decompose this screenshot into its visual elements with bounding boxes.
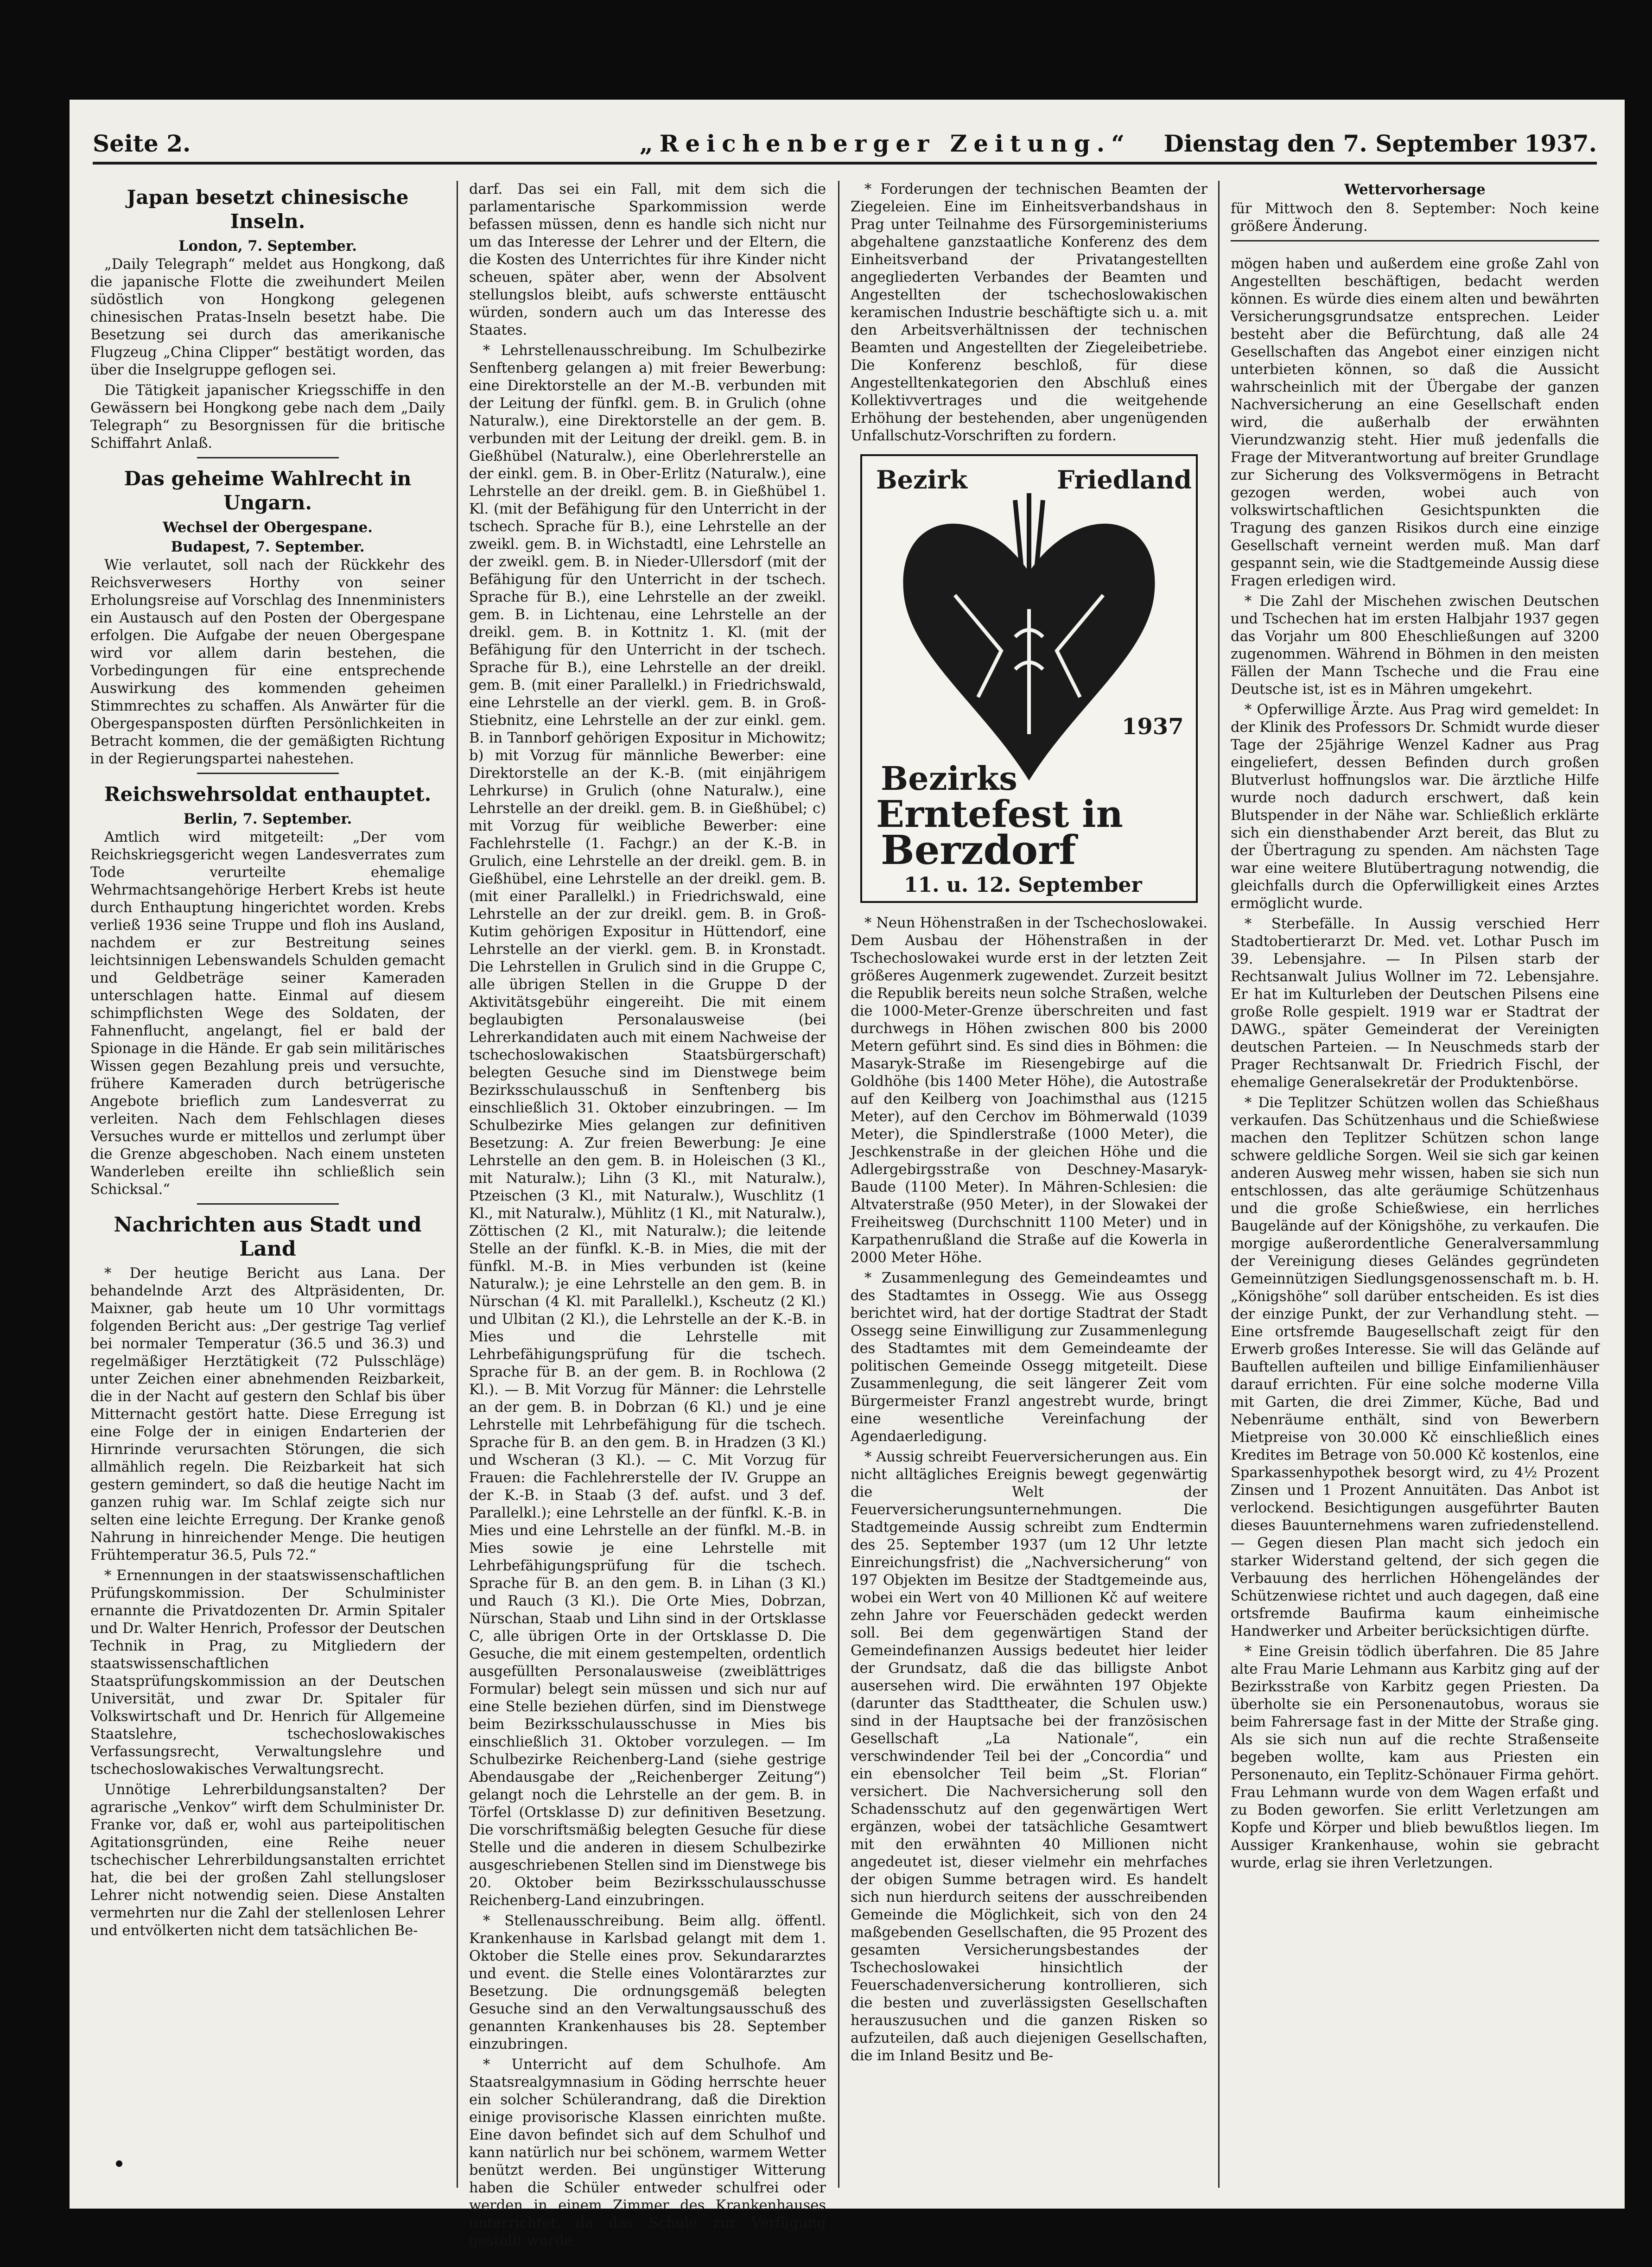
column-3 xyxy=(851,181,1207,2188)
dateline: Berlin, 7. September. xyxy=(183,811,352,827)
newspaper-page xyxy=(70,100,1625,2249)
page-number: Seite 2. xyxy=(93,130,191,157)
weather-forecast: für Mittwoch den 8. September: Noch keine größere Änderung. xyxy=(1231,200,1599,241)
issue-date: Dienstag den 7. September 1937. xyxy=(1163,130,1597,157)
article-paragraph: darf. Das sei ein Fall, mit dem sich die parlamentarische Sparkommission werde befassen müssen, denn es handle sich nicht nur um das Interesse der Lehrer und der Eltern, die die Kosten des Unterrichtes für ihre Kinder nicht scheuen, später aber, wenn der Absolvent stellungslos bleibt, aufs schwerste enttäuscht würden, sondern auch um das Interesse des Staates. xyxy=(469,181,826,338)
erntefest-poster xyxy=(860,454,1198,903)
section-heading-local-news: Nachrichten aus Stadt und Land xyxy=(114,1213,422,1261)
headline-reichswehrsoldat: Reichswehrsoldat enthauptet. xyxy=(104,783,432,806)
header-rule xyxy=(93,162,1597,165)
headline-japan: Japan besetzt chinesische Inseln. xyxy=(127,186,409,233)
poster-line-1: Bezirks xyxy=(881,759,1017,798)
article-paragraph: * Eine Greisin tödlich überfahren. Die 85 Jahre alte Frau Marie Lehmann aus Karbitz ging auf der Bezirksstraße von Karbitz gegen Priesten. Da überholte sie ein Personenautobus, woraus sie beim Fahrersage fast in der Mitte der Straße ging. Als sie sich nun auf die rechte Straßenseite begeben wollte, kam aus Priesten ein Personenauto, ein Teplitz-Schönauer Firma gehört. Frau Lehmann wurde von dem Wagen erfaßt und zu Boden geworfen. Sie erlitt Verletzungen am Kopfe und Körper und blieb bewußtlos liegen. Im Aussiger Krankenhause, wohin sie gebracht wurde, erlag sie ihren Verletzungen. xyxy=(1231,1644,1599,1871)
article-paragraph: * Neun Höhenstraßen in der Tschechoslowakei. Dem Ausbau der Höhenstraßen in der Tschechoslowakei wurde erst in der letzten Zeit größeres Augenmerk zugewendet. Zurzeit besitzt die Republik bereits neun solche Straßen, welche die 1000-Meter-Grenze überschreiten und fast durchwegs in Höhen zwischen 800 bis 2000 Metern geführt sind. Es sind dies in Böhmen: die Masaryk-Straße im Riesengebirge auf die Goldhöhe (bis 1400 Meter Höhe), die Autostraße auf den Keilberg von Joachimsthal aus (1215 Meter), auf den Cerchov im Böhmerwald (1039 Meter), die Spindlerstraße (1000 Meter), die Jeschkenstraße in der gleichen Höhe und die Adlergebirgsstraße von Deschney-Masaryk-Baude (1100 Meter). In Mähren-Schlesien: die Altvaterstraße (950 Meter), in der Slowakei der Freiheitsweg (Durchschnitt 1100 Meter) und in Karpathenrußland die Straße auf die Kowerla in 2000 Meter Höhe. xyxy=(851,915,1207,1266)
article-paragraph: * Der heutige Bericht aus Lana. Der behandelnde Arzt des Altpräsidenten, Dr. Maixner, gab heute um 10 Uhr vormittags folgenden Bericht aus: „Der gestrige Tag verlief bei normaler Temperatur (36.5 und 36.3) und regelmäßiger Herztätigkeit (72 Pulsschläge) unter Zeichen einer abnehmenden Reizbarkeit, die in der Nacht auf gestern den Schlaf bis über Mitternacht gestört hatte. Diese Erregung ist eine Folge der in einigen Endarterien der Hirnrinde verursachten Störungen, die sich allmählich regeln. Die Reizbarkeit hat sich gestern gemindert, so daß die heutige Nacht im ganzen ruhig war. Im Schlaf zeigte sich nur selten eine leichte Erregung. Der Kranke genoß Nahrung in hinreichender Menge. Die heutigen Frühtemperatur 36.5, Puls 72.“ xyxy=(90,1265,445,1563)
column-4 xyxy=(1231,181,1599,2188)
weather-heading: Wettervorhersage xyxy=(1344,181,1486,198)
poster-line-3: Berzdorf xyxy=(881,827,1076,874)
column-divider xyxy=(838,181,839,2188)
article-paragraph: Wie verlautet, soll nach der Rückkehr des Reichsverwesers Horthy von seiner Erholungsreise auf Vorschlag des Innenministers ein Austausch auf den Posten der Obergespane erfolgen. Die Aufgabe der neuen Obergespane wird vor allem darin bestehen, die Vorbedingungen für eine entsprechende Auswirkung des kommenden geheimen Stimmrechtes zu schaffen. Als Anwärter für die Obergespansposten dürften Persönlichkeiten in Betracht kommen, die der gemäßigten Richtung in der Regierungspartei nahestehen. xyxy=(90,557,445,767)
article-paragraph: „Daily Telegraph“ meldet aus Hongkong, daß die japanische Flotte die zweihundert Meilen südöstlich von Hongkong gelegenen chinesischen Pratas-Inseln besetzt habe. Die Besetzung sei durch das amerikanische Flugzeug „China Clipper“ bestätigt worden, das über die Inselgruppe geflogen sei. xyxy=(90,256,445,378)
article-paragraph: Unnötige Lehrerbildungsanstalten? Der agrarische „Venkov“ wirft dem Schulminister Dr. Franke vor, daß er, wohl aus parteipolitischen Agitationsgründen, eine Reihe neuer tschechischer Lehrerbildungsanstalten errichtet hat, die bei der großen Zahl stellungsloser Lehrer nicht notwendig seien. Diese Anstalten vermehrten nur die Zahl der stellenlosen Lehrer und entvölkerten nicht dem tatsächlichen Be- xyxy=(90,1782,445,1939)
article-paragraph: * Unterricht auf dem Schulhofe. Am Staatsrealgymnasium in Göding herrschte heuer ein solcher Schülerandrang, daß die Direktion einige provisorische Klassen einrichten mußte. Eine davon befindet sich auf dem Schulhof und kann natürlich nur bei schönem, warmem Wetter benützt werden. Bei ungünstiger Witterung haben die Schüler entweder schulfrei oder werden in einem Zimmer des Krankenhauses unterrichtet, da das Schule zur Verfügung gestellt wurde. xyxy=(469,2057,826,2249)
article-paragraph: * Die Zahl der Mischehen zwischen Deutschen und Tschechen hat im ersten Halbjahr 1937 gegen das Vorjahr um 800 Eheschließungen auf 3200 zugenommen. Während in Böhmen in den meisten Fällen der Mann Tscheche und die Frau eine Deutsche ist, ist es in Mähren umgekehrt. xyxy=(1231,593,1599,698)
print-mark xyxy=(116,2160,122,2167)
page-header xyxy=(93,121,1597,165)
poster-bezirk: Bezirk xyxy=(876,465,968,495)
column-1 xyxy=(90,181,445,2188)
article-paragraph: * Forderungen der technischen Beamten der Ziegeleien. Eine im Einheitsverbandshaus in Prag unter Teilnahme des Fürsorgeministeriums abgehaltene ganzstaatliche Konferenz des dem Einheitsverband der Privatangestellten angegliederten Verbandes der Beamten und Angestellten der tschechoslowakischen keramischen Industrie beschäftigte sich u. a. mit den Arbeitsverhältnissen der technischen Beamten und Angestellten der Ziegeleibetriebe. Die Konferenz beschloß, für diese Angestelltenkategorien den Abschluß eines Kollektivvertrages und die weitgehende Erhöhung der bestehenden, aber ungenügenden Unfallschutz-Vorschriften zu fordern. xyxy=(851,181,1207,444)
article-paragraph: * Sterbefälle. In Aussig verschied Herr Stadtobertierarzt Dr. Med. vet. Lothar Pusch im 39. Lebensjahre. — In Pilsen starb der Rechtsanwalt Julius Wollner im 72. Lebensjahre. Er hat im Kulturleben der Deutschen Pilsens eine große Rolle gespielt. 1919 war er Stadtrat der DAWG., später Gemeinderat der Vereinigten deutschen Parteien. — In Neuschmeds starb der Prager Rechtsanwalt Dr. Friedrich Fischl, der ehemalige Generalsekretär der Produktenbörse. xyxy=(1231,916,1599,1091)
article-paragraph: Amtlich wird mitgeteilt: „Der vom Reichskriegsgericht wegen Landesverrates zum Tode verurteilte ehemalige Wehrmachtsangehörige Herbert Krebs ist heute durch Enthauptung hingerichtet worden. Krebs verließ 1936 seine Truppe und floh ins Ausland, nachdem er zur Bestreitung seines leichtsinnigen Lebenswandels Schulden gemacht und Geldbeträge seiner Kameraden unterschlagen hatte. Einmal auf diesem schimpflichsten Wege des Soldaten, der Fahnenflucht, angelangt, fiel er bald der Spionage in die Hände. Er gab sein militärisches Wissen gegen Bezahlung preis und versuchte, frühere Kameraden durch betrügerische Angebote brieflich zum Landesverrat zu verleiten. Nach dem Fehlschlagen dieses Versuches wurde er mittellos und zerlumpt über die Grenze abgeschoben. Nach einem unsteten Wanderleben ereilte ihn schließlich sein Schicksal.“ xyxy=(90,829,445,1198)
poster-friedland: Friedland xyxy=(1057,465,1192,495)
dateline: Budapest, 7. September. xyxy=(171,539,365,555)
article-separator xyxy=(197,457,339,458)
article-paragraph: * Aussig schreibt Feuerversicherungen aus. Ein nicht alltägliches Ereignis bewegt gegenwärtig die Welt der Feuerversicherungsunternehmungen. Die Stadtgemeinde Aussig schreibt zum Endtermin des 25. September 1937 (um 12 Uhr letzte Einreichungsfrist) die „Nachversicherung“ von 197 Objekten im Besitze der Stadtgemeinde aus, wobei ein Wert von 40 Millionen Kč auf weitere zehn Jahre vor Feuerschäden gedeckt werden soll. Bei dem gegenwärtigen Stand der Gemeindefinanzen Aussigs bedeutet hier leider der Grundsatz, daß die das billigste Anbot ausersehen wird. Die erwähnten 197 Objekte (darunter das Stadttheater, die Schulen usw.) sind in der Hauptsache bei der französischen Gesellschaft „La Nationale“, ein verschwindender Teil bei der „Concordia“ und ein ebensolcher Teil beim „St. Florian“ versichert. Die Nachversicherung soll den Schadensschutz auf den gegenwärtigen Wert ergänzen, wobei der tatsächliche Gesamtwert mit den erwähnten 40 Millionen nicht angedeutet ist, dieser vielmehr ein mehrfaches der obigen Summe betragen wird. Es handelt sich nun hierdurch seitens der ausschreibenden Gemeinde die Möglichkeit, sich von den 24 maßgebenden Gesellschaften, die 95 Prozent des gesamten Versicherungsbestandes der Tschechoslowakei hinsichtlich der Feuerschadenversicherung kontrollieren, sich die besten und zuverlässigsten Gesellschaften herauszusuchen und die ganzen Risken so aufzuteilen, daß auch diejenigen Gesellschaften, die im Inland Besitz und Be- xyxy=(851,1449,1207,2064)
poster-line-4: 11. u. 12. September xyxy=(904,873,1142,897)
column-divider xyxy=(457,181,458,2188)
article-paragraph: * Opferwillige Ärzte. Aus Prag wird gemeldet: In der Klinik des Professors Dr. Schmidt wurde dieser Tage der 25jährige Wenzel Kadner aus Prag eingeliefert, dessen Befinden durch großen Blutverlust hoffnungslos war. Die ärztliche Hilfe wurde noch dadurch erschwert, daß kein Blutspender in der Nähe war. Schließlich erklärte sich ein diensthabender Arzt bereit, das Blut zu der Übertragung zu spenden. Am nächsten Tage war eine weitere Blutübertragung notwendig, die gleichfalls durch die Opferwilligkeit eines Arztes ermöglicht wurde. xyxy=(1231,702,1599,912)
article-paragraph: * Zusammenlegung des Gemeindeamtes und des Stadtamtes in Ossegg. Wie aus Ossegg berichtet wird, hat der dortige Stadtrat der Stadt Ossegg seine Einwilligung zur Zusammenlegung des Stadtamtes mit dem Gemeindeamte der politischen Gemeinde Ossegg mitgeteilt. Diese Zusammenlegung, die seit längerer Zeit vom Bürgermeister Franzl angestrebt wurde, bringt eine wesentliche Vereinfachung der Agendaerledigung. xyxy=(851,1270,1207,1445)
article-paragraph: * Lehrstellenausschreibung. Im Schulbezirke Senftenberg gelangen a) mit freier Bewerbung: eine Direktorstelle an der M.-B. verbunden mit der Leitung der fünfkl. gem. B. in Grulich (ohne Naturalw.), eine Direktorstelle an der gem. B. verbunden mit der Leitung der dreikl. gem. B. in Gießhübel (Naturalw.), eine Oberlehrerstelle an der einkl. gem. B. in Ober-Erlitz (Naturalw.), eine Lehrstelle an der dreikl. gem. B. in Gießhübel 1. Kl. (mit der Befähigung für den Unterricht in der tschech. Sprache für B.), eine Lehrstelle an der zweikl. gem. B. in Wichstadtl, eine Lehrstelle an der zweikl. gem. B. in Nieder-Ullersdorf (mit der Befähigung für den Unterricht in der tschech. Sprache für B.), eine Lehrstelle an der zweikl. gem. B. in Lichtenau, eine Lehrstelle an der dreikl. gem. B. in Kottnitz 1. Kl. (mit der Befähigung für den Unterricht in der tschech. Sprache für B.), eine Lehrstelle an der dreikl. gem. B. (mit einer Parallelkl.) in Friedrichswald, eine Lehrstelle an der vierkl. gem. B. in Groß-Stiebnitz, eine Lehrstelle an der zur einkl. gem. B. in Tannborf gehörigen Expositur in Michowitz; b) mit Vorzug für männliche Bewerber: eine Direktorstelle an der K.-B. (mit einjährigem Lehrkurse) in Grulich (ohne Naturalw.), eine Lehrstelle an der dreikl. gem. B. in Gießhübel; c) mit Vorzug für weibliche Bewerber: eine Fachlehrstelle (1. Fachgr.) an der K.-B. in Grulich, eine Lehrstelle an der dreikl. gem. B. in Gießhübel, eine Lehrstelle an der dreikl. gem. B. (mit einer Parallelkl.) in Friedrichswald, eine Lehrstelle an der zur dreikl. gem. B. in Groß-Kutim gehörigen Expositur in Hüttendorf, eine Lehrstelle an der vierkl. gem. B. in Kronstadt. Die Lehrstellen in Grulich sind in die Gruppe C, alle übrigen Stellen in die Gruppe D der Aktivitätsgebühr eingereiht. Die mit einem beglaubigten Personalausweise (bei Lehrerkandidaten auch mit einem Nachweise der tschechoslowakischen Staatsbürgerschaft) belegten Gesuche sind im Dienstwege beim Bezirksschulausschuß in Senftenberg bis einschließlich 31. Oktober einzubringen. — Im Schulbezirke Mies gelangen zur definitiven Besetzung: A. Zur freien Bewerbung: Je eine Lehrstelle an den gem. B. in Holeischen (3 Kl., mit Naturalw.); Lihn (3 Kl., mit Naturalw.), Ptzeischen (3 Kl., mit Naturalw.), Wuschlitz (1 Kl., mit Naturalw.), Mühlitz (1 Kl., mit Naturalw.), Zöttischen (2 Kl., mit Naturalw.); die leitende Stelle an der fünfkl. K.-B. in Mies, die mit der fünfkl. M.-B. in Mies verbunden ist (keine Naturalw.); je eine Lehrstelle an den gem. B. in Nürschan (4 Kl. mit Parallelkl.), Kscheutz (2 Kl.) und Ulbitan (2 Kl.), die Lehrstelle an der K.-B. in Mies und die Lehrstelle mit Lehrbefähigungsprüfung für die tschech. Sprache für B. an der gem. B. in Rochlowa (2 Kl.). — B. Mit Vorzug für Männer: die Lehrstelle an der gem. B. in Dobrzan (6 Kl.) und je eine Lehrstelle mit Lehrbefähigung für die tschech. Sprache für B. an den gem. B. in Hradzen (3 Kl.) und Wscheran (3 Kl.). — C. Mit Vorzug für Frauen: die Fachlehrerstelle der IV. Gruppe an der K.-B. in Staab (3 def. aufst. und 3 def. Parallelkl.); eine Lehrstelle an der fünfkl. K.-B. in Mies und eine Lehrstelle an der fünfkl. M.-B. in Mies sowie je eine Lehrstelle mit Lehrbefähigungsprüfung für die tschech. Sprache für B. an den gem. B. in Lihan (3 Kl.) und Rauch (3 Kl.). Die Orte Mies, Dobrzan, Nürschan, Staab und Lihn sind in der Ortsklasse C, alle übrigen Orte in der Ortsklasse D. Die Gesuche, die mit einem gestempelten, ordentlich ausgefüllten Personalausweise (zweiblättriges Formular) belegt sein müssen und sich nur auf eine Stelle beziehen dürfen, sind im Dienstwege beim Bezirksschulausschusse in Mies bis einschließlich 31. Oktober vorzulegen. — Im Schulbezirke Reichenberg-Land (siehe gestrige Abendausgabe der „Reichenberger Zeitung“) gelangt noch die Lehrstelle an der gem. B. in Törfel (Ortsklasse D) zur definitiven Besetzung. Die vorschriftsmäßig belegten Gesuche für diese Stelle und die anderen in diesem Schulbezirke ausgeschriebenen Stellen sind im Dienstwege bis 20. Oktober beim Bezirksschulausschusse Reichenberg-Land einzubringen. xyxy=(469,343,826,1909)
column-2 xyxy=(469,181,826,2249)
poster-year: 1937 xyxy=(1122,714,1184,740)
headline-ungarn: Das geheime Wahlrecht in Ungarn. xyxy=(124,467,412,514)
column-divider xyxy=(1218,181,1220,2188)
article-paragraph: * Ernennungen in der staatswissenschaftlichen Prüfungskommission. Der Schulminister ernannte die Privatdozenten Dr. Armin Spitaler und Dr. Walter Henrich, Professor der Deutschen Technik in Prag, zu Mitgliedern der staatswissenschaftlichen Staatsprüfungskommission an der Deutschen Universität, und zwar Dr. Spitaler für Volkswirtschaft und Dr. Henrich für Allgemeine Staatslehre, tschechoslowakisches Verfassungsrecht, Verwaltungslehre und tschechoslowakisches Verwaltungsrecht. xyxy=(90,1568,445,1778)
article-paragraph: mögen haben und außerdem eine große Zahl von Angestellten beschäftigen, bedacht werden können. Es würde dies einem alten und bewährten Versicherungsgrundsatze entsprechen. Leider besteht aber die Befürchtung, daß alle 24 Gesellschaften das Angebot einer einzigen nicht unterbieten können, so daß die Aussicht wahrscheinlich mit der Übergabe der ganzen Nachversicherung an eine Gesellschaft enden wird, die außerhalb der erwähnten Vierundzwanzig steht. Hier muß jedenfalls die Frage der Mitverantwortung auf breiter Grundlage zur Sicherung des Volksvermögens in Betracht gezogen werden, wobei auch von volkswirtschaftlichen Gesichtspunkten die Tragung des ganzen Risikos durch eine einzige Gesellschaft verneint werden muß. Man darf gespannt sein, wie die Stadtgemeinde Aussig diese Fragen erledigen wird. xyxy=(1231,256,1599,589)
subheadline: Wechsel der Obergespane. xyxy=(163,519,373,536)
article-separator xyxy=(197,773,339,774)
article-paragraph: * Stellenausschreibung. Beim allg. öffentl. Krankenhause in Karlsbad gelangt mit dem 1. Oktober die Stelle eines prov. Sekundararztes und event. die Stelle eines Volontärarztes zur Besetzung. Die ordnungsgemäß belegten Gesuche sind an den Verwaltungsausschuß des genannten Krankenhauses bis 28. September einzubringen. xyxy=(469,1913,826,2052)
poster-line-2: Erntefest in xyxy=(876,792,1123,836)
article-paragraph: Die Tätigkeit japanischer Kriegsschiffe in den Gewässern bei Hongkong gebe nach dem „Daily Telegraph“ zu Besorgnissen für die britische Schiffahrt Anlaß. xyxy=(90,382,445,451)
newspaper-title: „Reichenberger Zeitung.“ xyxy=(640,130,1131,157)
dateline: London, 7. September. xyxy=(178,238,357,254)
article-separator xyxy=(197,1203,339,1205)
article-paragraph: * Die Teplitzer Schützen wollen das Schießhaus verkaufen. Das Schützenhaus und die Schießwiese machen den Teplitzer Schützen schon lange schwere geldliche Sorgen. Weil sie sich gar keinen anderen Ausweg mehr wissen, haben sie sich nun entschlossen, das alte geräumige Schützenhaus und die große Schießwiese, ein herrliches Baugelände auf der Königshöhe, zu verkaufen. Die morgige außerordentliche Generalversammlung der Vereinigung dieses Geländes gegründeten Gemeinnützigen Siedlungsgenossenschaft m. b. H. „Königshöhe“ soll darüber entscheiden. Es ist dies der einzige Punkt, der zur Verhandlung steht. — Eine ortsfremde Baugesellschaft zeigt für den Erwerb großes Interesse. Sie will das Gelände auf Bauftellen aufteilen und billige Einfamilienhäuser darauf errichten. Für eine solche moderne Villa mit Garten, die drei Zimmer, Küche, Bad und Nebenräume enthält, sind von Bewerbern Mietpreise von 30.000 Kč einschließlich eines Kredites im Betrage von 50.000 Kč kostenlos, eine Sparkassenhypothek besorgt wird, zu 4½ Prozent Zinsen und 1 Prozent Annuitäten. Das Anbot ist verlockend. Besichtigungen ausgeführter Bauten dieses Bauunternehmens waren zufriedenstellend. — Gegen diesen Plan macht sich jedoch ein starker Widerstand geltend, der sich gegen die Verbauung des herrlichen Höhengeländes der Schützenwiese richtet und auch dagegen, daß eine ortsfremde Baufirma kaum einheimische Handwerker und Arbeiter berücksichtigen dürfte. xyxy=(1231,1095,1599,1639)
